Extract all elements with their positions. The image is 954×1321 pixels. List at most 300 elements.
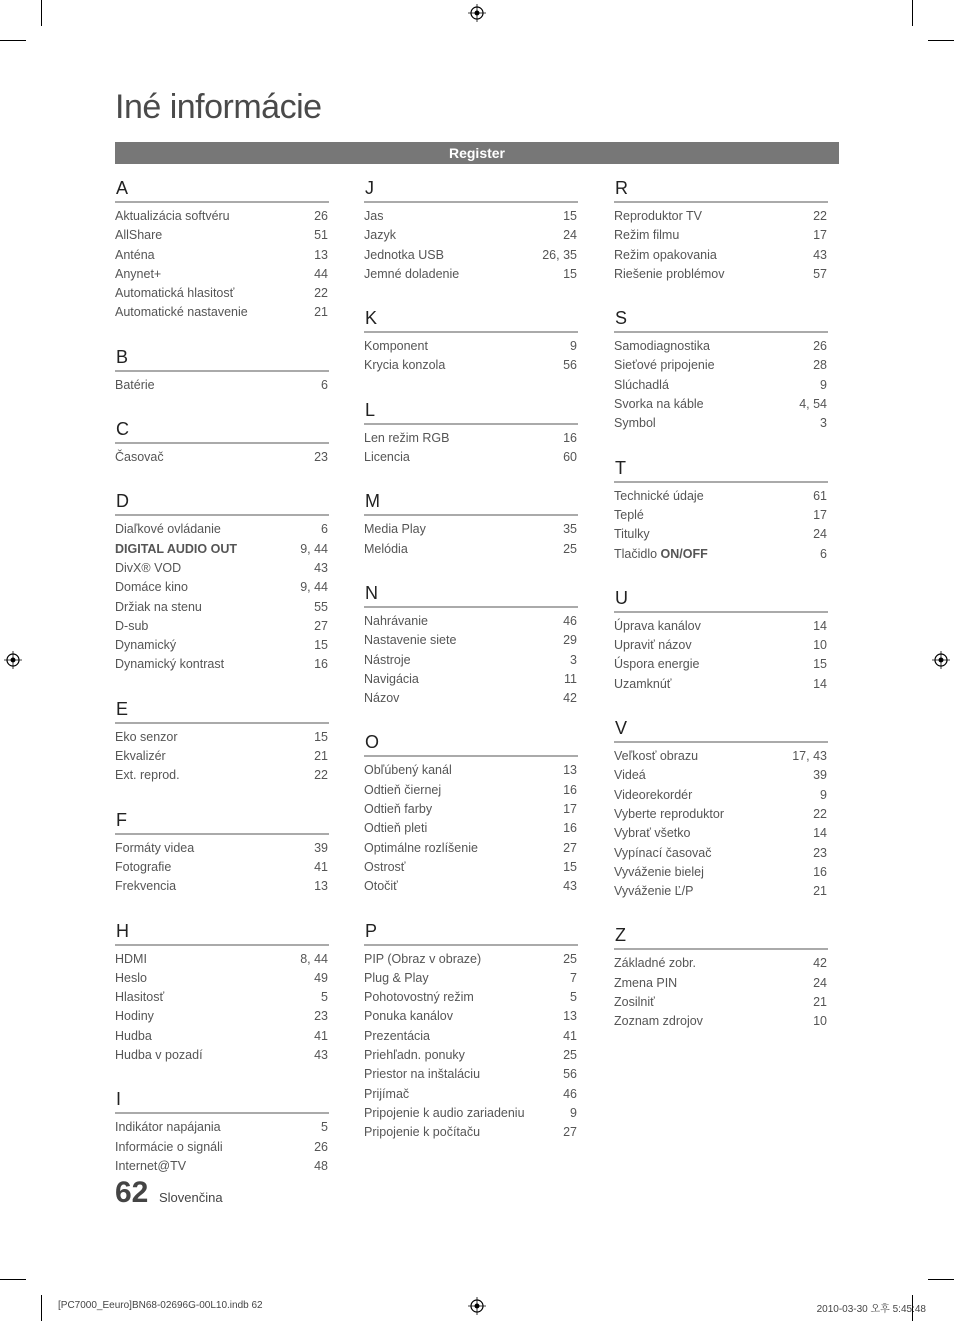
entry-pages: 26 [314, 209, 328, 223]
index-entry [364, 337, 578, 356]
entry-term: Držiak na stenu [115, 599, 202, 614]
entry-pages: 21 [813, 995, 827, 1010]
entry-term: Batérie [115, 377, 155, 392]
entry-pages: 26 [813, 339, 827, 354]
index-entry [115, 226, 329, 245]
section-divider [364, 755, 578, 757]
section-letter: C [116, 419, 129, 440]
entry-pages: 10 [813, 638, 827, 653]
index-entry [115, 858, 329, 877]
entry-pages: 16 [563, 782, 577, 797]
entry-pages: 9 [570, 339, 577, 354]
entry-term: Prezentácia [364, 1028, 431, 1043]
entry-term: Media Play [364, 522, 426, 537]
entry-term: Videorekordér [614, 787, 693, 802]
entry-term: Symbol [614, 416, 656, 431]
index-column-3 [614, 176, 828, 1054]
entry-term: Anténa [115, 247, 155, 262]
section-letter: T [615, 457, 626, 478]
section-letter: O [365, 732, 380, 753]
index-entry [115, 655, 329, 674]
entry-pages: 27 [563, 1125, 577, 1140]
section-divider [364, 514, 578, 516]
entry-term: Licencia [364, 450, 410, 465]
index-entry [364, 761, 578, 780]
index-entry [115, 766, 329, 785]
entry-pages: 56 [563, 358, 577, 373]
entry-pages: 7 [570, 970, 577, 985]
entry-term: Vyváženie bielej [614, 864, 704, 879]
index-entry [614, 207, 828, 226]
entry-term: Dynamický [115, 638, 177, 653]
section-letter: S [615, 308, 628, 329]
entry-pages: 8, 44 [300, 951, 328, 966]
index-entry [614, 395, 828, 414]
index-entry [364, 1065, 578, 1084]
entry-pages: 46 [563, 1086, 577, 1101]
entry-term: Formáty videa [115, 840, 195, 855]
index-entry [115, 246, 329, 265]
entry-term: Hudba v pozadí [115, 1048, 203, 1063]
entry-pages: 39 [813, 768, 827, 783]
index-entry [115, 303, 329, 322]
entry-pages: 13 [563, 763, 577, 778]
entry-pages: 9 [570, 1105, 577, 1120]
entry-term: Hudba [115, 1028, 152, 1043]
entry-pages: 13 [314, 879, 328, 894]
entry-term: Pripojenie k počítaču [364, 1125, 481, 1140]
entry-term-plain: Tlačidlo [614, 546, 661, 561]
entry-term: Len režim RGB [364, 430, 450, 445]
index-entry [115, 448, 329, 467]
entry-pages: 42 [813, 956, 827, 971]
crop-mark [912, 0, 913, 26]
index-entry [614, 246, 828, 265]
entry-pages: 21 [314, 749, 328, 764]
entry-pages: 15 [563, 209, 577, 223]
entry-term: Ekvalizér [115, 749, 166, 764]
entry-pages: 16 [563, 821, 577, 836]
entry-pages: 48 [314, 1158, 328, 1173]
entry-term: Pohotovostný režim [364, 990, 474, 1005]
entry-pages: 44 [314, 266, 328, 281]
entry-term: Jas [364, 209, 384, 223]
page-language: Slovenčina [159, 1190, 223, 1205]
entry-pages: 55 [314, 599, 328, 614]
entry-term: Optimálne rozlíšenie [364, 840, 478, 855]
entry-pages: 15 [813, 657, 827, 672]
index-entry [115, 728, 329, 747]
index-entry [364, 1104, 578, 1123]
index-entry [614, 376, 828, 395]
entry-term: Ponuka kanálov [364, 1009, 453, 1024]
entry-pages: 15 [563, 859, 577, 874]
index-section-r [614, 176, 828, 284]
entry-term: Hodiny [115, 1009, 154, 1024]
entry-term: Odtieň čiernej [364, 782, 442, 797]
index-column-1 [115, 176, 329, 1198]
entry-pages: 25 [563, 1048, 577, 1063]
entry-pages: 15 [314, 638, 328, 653]
entry-term: Priehľadn. ponuky [364, 1048, 465, 1063]
index-entry [614, 506, 828, 525]
index-entry [115, 636, 329, 655]
entry-pages: 43 [314, 560, 328, 575]
entry-term: Odtieň farby [364, 802, 433, 817]
entry-term: Priestor na inštaláciu [364, 1067, 481, 1082]
index-entry [614, 655, 828, 674]
entry-pages: 57 [813, 266, 827, 281]
entry-term: Aktualizácia softvéru [115, 209, 230, 223]
crop-mark [0, 40, 26, 41]
entry-term: Vypínací časovač [614, 845, 712, 860]
entry-pages: 17 [813, 228, 827, 243]
index-entry [614, 617, 828, 636]
entry-term: Fotografie [115, 859, 172, 874]
section-letter: K [365, 308, 378, 329]
entry-pages: 4, 54 [799, 397, 827, 412]
crop-mark [928, 40, 954, 41]
entry-term: Uzamknúť [614, 676, 672, 691]
entry-term: Časovač [115, 450, 164, 465]
entry-term: Vybrať všetko [614, 826, 691, 841]
entry-pages: 22 [813, 209, 827, 223]
index-entry [364, 612, 578, 631]
section-letter: U [615, 587, 628, 608]
index-entry [115, 969, 329, 988]
section-divider [364, 331, 578, 333]
register-header: Register [115, 142, 839, 164]
entry-term-bold: DIGITAL AUDIO OUT [115, 541, 237, 556]
entry-term: PIP (Obraz v obraze) [364, 951, 482, 966]
section-letter: P [365, 920, 378, 941]
index-section-d [115, 489, 329, 674]
entry-term: Jemné doladenie [364, 266, 460, 281]
index-entry [115, 1157, 329, 1176]
entry-pages: 51 [314, 228, 328, 243]
entry-term: Sieťové pripojenie [614, 358, 715, 373]
entry-pages: 23 [314, 1009, 328, 1024]
entry-term: Riešenie problémov [614, 266, 725, 281]
index-entry [614, 747, 828, 766]
entry-term: Obľúbený kanál [364, 763, 452, 778]
print-timestamp: 2010-03-30 오후 5:45:48 [816, 1304, 926, 1315]
index-section-b [115, 345, 329, 395]
index-entry [614, 954, 828, 973]
entry-term: Názov [364, 691, 400, 706]
section-letter: R [615, 178, 628, 198]
index-section-s [614, 306, 828, 433]
section-letter: A [116, 178, 129, 198]
entry-pages: 43 [813, 247, 827, 262]
section-divider [115, 514, 329, 516]
index-entry [614, 882, 828, 901]
entry-term: Základné zobr. [614, 956, 696, 971]
entry-pages: 39 [314, 840, 328, 855]
index-entry [364, 429, 578, 448]
entry-pages: 49 [314, 970, 328, 985]
entry-term: Otočiť [364, 879, 398, 894]
index-entry [364, 670, 578, 689]
entry-term: Zoznam zdrojov [614, 1014, 703, 1029]
index-entry [364, 969, 578, 988]
entry-term: Jazyk [364, 228, 396, 243]
entry-pages: 41 [314, 1028, 328, 1043]
entry-pages: 23 [813, 845, 827, 860]
entry-term: Vyváženie Ľ/P [614, 884, 694, 899]
entry-term: Svorka na káble [614, 397, 704, 412]
index-entry [364, 839, 578, 858]
entry-pages: 17, 43 [792, 749, 827, 764]
index-entry [364, 265, 578, 284]
page-number: 62 [115, 1176, 149, 1209]
entry-pages: 24 [813, 527, 827, 542]
entry-pages: 21 [813, 884, 827, 899]
index-entry [364, 1123, 578, 1142]
index-entry [115, 617, 329, 636]
index-entry [115, 578, 329, 597]
index-entry [614, 805, 828, 824]
section-letter: H [116, 920, 129, 941]
entry-pages: 43 [563, 879, 577, 894]
entry-term: Ostrosť [364, 859, 406, 874]
index-entry [614, 786, 828, 805]
index-entry [115, 1118, 329, 1137]
index-entry [115, 950, 329, 969]
section-divider [115, 370, 329, 372]
entry-pages: 6 [321, 522, 328, 537]
section-divider [614, 331, 828, 333]
entry-pages: 24 [813, 975, 827, 990]
section-letter: F [116, 809, 127, 830]
section-divider [614, 948, 828, 950]
entry-term: Nástroje [364, 652, 411, 667]
index-section-i [115, 1087, 329, 1176]
entry-pages: 9, 44 [300, 580, 328, 595]
entry-pages: 14 [813, 676, 827, 691]
index-entry [115, 520, 329, 539]
registration-mark-icon [468, 1297, 486, 1315]
entry-term: HDMI [115, 951, 147, 966]
entry-term: Internet@TV [115, 1158, 187, 1173]
entry-term: Komponent [364, 339, 428, 354]
index-entry [614, 525, 828, 544]
index-entry [115, 988, 329, 1007]
entry-term: Veľkosť obrazu [614, 749, 699, 764]
entry-pages: 5 [570, 990, 577, 1005]
index-entry [614, 974, 828, 993]
entry-pages: 9 [820, 787, 827, 802]
index-entry [614, 993, 828, 1012]
section-letter: V [615, 718, 628, 739]
section-letter: J [365, 178, 374, 198]
index-entry [115, 1046, 329, 1065]
index-entry [364, 448, 578, 467]
crop-mark [0, 1279, 26, 1280]
index-entry [364, 246, 578, 265]
index-entry [614, 226, 828, 245]
entry-pages: 60 [563, 450, 577, 465]
section-divider [115, 833, 329, 835]
entry-pages: 27 [563, 840, 577, 855]
index-entry [364, 651, 578, 670]
section-letter: I [116, 1089, 122, 1110]
entry-term: Hlasitosť [115, 990, 165, 1005]
index-entry [614, 1012, 828, 1031]
index-entry [364, 1027, 578, 1046]
entry-pages: 26 [314, 1139, 328, 1154]
entry-pages: 23 [314, 450, 328, 465]
section-divider [614, 201, 828, 203]
section-letter: D [116, 491, 129, 512]
section-divider [115, 944, 329, 946]
entry-term: Slúchadlá [614, 377, 669, 392]
entry-term: Reproduktor TV [614, 209, 703, 223]
section-letter: M [365, 491, 380, 512]
section-divider [115, 442, 329, 444]
index-section-a [115, 176, 329, 323]
entry-pages: 43 [314, 1048, 328, 1063]
section-letter: B [116, 346, 129, 367]
entry-term: Plug & Play [364, 970, 429, 985]
index-entry [614, 675, 828, 694]
section-divider [115, 201, 329, 203]
index-section-o [364, 730, 578, 896]
entry-term: Vyberte reproduktor [614, 806, 725, 821]
registration-mark-icon [932, 651, 950, 669]
index-entry [614, 844, 828, 863]
entry-term: Upraviť názov [614, 638, 692, 653]
index-entry [364, 631, 578, 650]
page-title: Iné informácie [115, 88, 322, 126]
entry-pages: 5 [321, 990, 328, 1005]
entry-pages: 5 [321, 1120, 328, 1135]
section-divider [364, 606, 578, 608]
entry-term [614, 545, 708, 564]
section-letter: N [365, 582, 378, 603]
index-entry [115, 540, 329, 559]
index-entry [364, 226, 578, 245]
index-entry [115, 747, 329, 766]
entry-term: Indikátor napájania [115, 1120, 221, 1135]
index-entry [364, 540, 578, 559]
index-entry [115, 598, 329, 617]
index-entry [364, 858, 578, 877]
entry-term: Titulky [614, 527, 650, 542]
entry-pages: 41 [314, 859, 328, 874]
entry-term: Melódia [364, 541, 408, 556]
entry-pages: 27 [314, 618, 328, 633]
entry-term: Ext. reprod. [115, 768, 180, 783]
index-entry [364, 781, 578, 800]
registration-mark-icon [468, 4, 486, 22]
entry-term: Odtieň pleti [364, 821, 428, 836]
crop-mark [928, 1279, 954, 1280]
entry-term: DivX® VOD [115, 560, 182, 575]
section-divider [364, 423, 578, 425]
entry-pages: 22 [813, 806, 827, 821]
index-column-2 [364, 176, 578, 1165]
entry-term: Jednotka USB [364, 247, 444, 262]
entry-term: Pripojenie k audio zariadeniu [364, 1105, 525, 1120]
entry-term: Diaľkové ovládanie [115, 522, 221, 537]
index-entry [364, 207, 578, 226]
entry-pages: 14 [813, 826, 827, 841]
index-section-n [364, 581, 578, 708]
entry-pages: 16 [563, 430, 577, 445]
index-section-u [614, 586, 828, 694]
index-entry [614, 766, 828, 785]
entry-term: Technické údaje [614, 488, 704, 503]
index-entry [364, 819, 578, 838]
section-letter: L [365, 399, 376, 420]
entry-pages: 9, 44 [300, 541, 328, 556]
index-entry [115, 376, 329, 395]
entry-term: AllShare [115, 228, 163, 243]
section-divider [614, 481, 828, 483]
entry-pages: 21 [314, 305, 328, 320]
entry-term: Úprava kanálov [614, 618, 701, 633]
index-entry [115, 207, 329, 226]
index-entry [115, 1027, 329, 1046]
entry-pages: 28 [813, 358, 827, 373]
entry-term: Krycia konzola [364, 358, 446, 373]
entry-pages: 14 [813, 618, 827, 633]
entry-pages: 41 [563, 1028, 577, 1043]
registration-mark-icon [4, 651, 22, 669]
index-section-l [364, 398, 578, 468]
index-section-c [115, 417, 329, 467]
index-entry [364, 1007, 578, 1026]
index-section-v [614, 716, 828, 901]
index-entry [115, 877, 329, 896]
entry-pages: 15 [314, 729, 328, 744]
index-entry [115, 1007, 329, 1026]
entry-pages: 3 [570, 652, 577, 667]
entry-term: Automatické nastavenie [115, 305, 248, 320]
section-letter: E [116, 698, 129, 719]
index-entry [364, 356, 578, 375]
entry-pages: 24 [563, 228, 577, 243]
entry-term-bold: ON/OFF [660, 546, 708, 561]
index-section-z [614, 923, 828, 1031]
index-entry [364, 1046, 578, 1065]
entry-term: Navigácia [364, 671, 419, 686]
entry-pages: 11 [564, 671, 577, 686]
entry-term [115, 540, 237, 559]
index-entry [364, 950, 578, 969]
entry-term: Dynamický kontrast [115, 657, 225, 672]
entry-term: Automatická hlasitosť [115, 286, 235, 301]
index-entry [364, 689, 578, 708]
entry-term: Zmena PIN [614, 975, 678, 990]
entry-pages: 25 [563, 541, 577, 556]
index-section-h [115, 919, 329, 1066]
entry-pages: 25 [563, 951, 577, 966]
index-entry [614, 265, 828, 284]
entry-term: Eko senzor [115, 729, 178, 744]
index-entry [614, 487, 828, 506]
index-section-e [115, 697, 329, 786]
index-section-t [614, 456, 828, 564]
section-divider [364, 944, 578, 946]
entry-pages: 42 [563, 691, 577, 706]
section-divider [115, 1112, 329, 1114]
index-entry [364, 520, 578, 539]
index-entry [614, 863, 828, 882]
entry-pages: 9 [820, 377, 827, 392]
entry-term: Frekvencia [115, 879, 177, 894]
